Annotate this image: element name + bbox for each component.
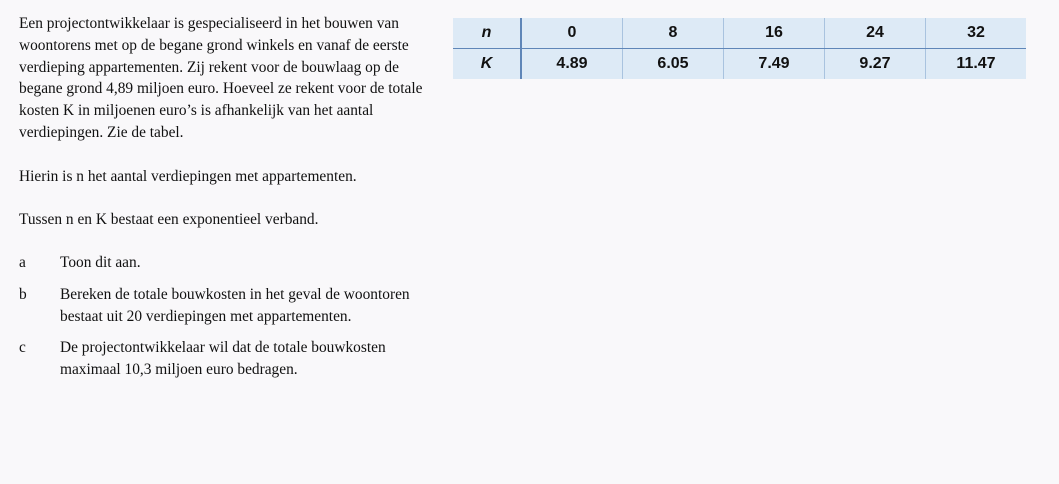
spacer [19,231,429,242]
table-cell: 0 [521,18,623,49]
question-letter: a [19,253,26,271]
table-cell: 9.27 [825,49,926,80]
row-label-n: n [453,18,521,49]
data-table [453,18,1026,79]
table-cell: 6.05 [623,49,724,80]
table-cell: 8 [623,18,724,49]
definition-paragraph: Hierin is n het aantal verdiepingen met appartementen. [19,167,357,185]
question-letter: c [19,339,26,357]
table-cell: 4.89 [521,49,623,80]
question-text: Toon dit aan. [60,253,141,271]
table-row-n [453,18,1026,49]
question-c [19,337,429,381]
question-b [19,284,429,328]
intro-paragraph: Een projectontwikkelaar is gespecialiseerd in het bouwen van woontorens met op de begane grond winkels en vanaf de eerste verdieping appartementen. Zij rekent voor de bouwlaag op de begane grond 4,89 miljoen euro. Hoeveel ze rekent voor de totale kosten K in miljoenen euro’s is afhankelijk van het aantal verdiepingen. Zie de tabel. [19,15,423,141]
table-cell: 32 [926,18,1027,49]
spacer [19,187,429,209]
table-cell: 11.47 [926,49,1027,80]
table-cell: 7.49 [724,49,825,80]
row-label-k: K [453,49,521,80]
exercise-text [19,13,429,381]
table-cell: 16 [724,18,825,49]
question-letter: b [19,285,27,303]
question-text: Bereken de totale bouwkosten in het geval de woontoren bestaat uit 20 verdiepingen met appartementen. [60,285,410,325]
table-row-k [453,49,1026,80]
question-a [19,252,429,274]
table-cell: 24 [825,18,926,49]
question-text: De projectontwikkelaar wil dat de totale bouwkosten maximaal 10,3 miljoen euro bedragen. [60,339,386,379]
relation-paragraph: Tussen n en K bestaat een exponentieel verband. [19,211,319,229]
spacer [19,144,429,166]
